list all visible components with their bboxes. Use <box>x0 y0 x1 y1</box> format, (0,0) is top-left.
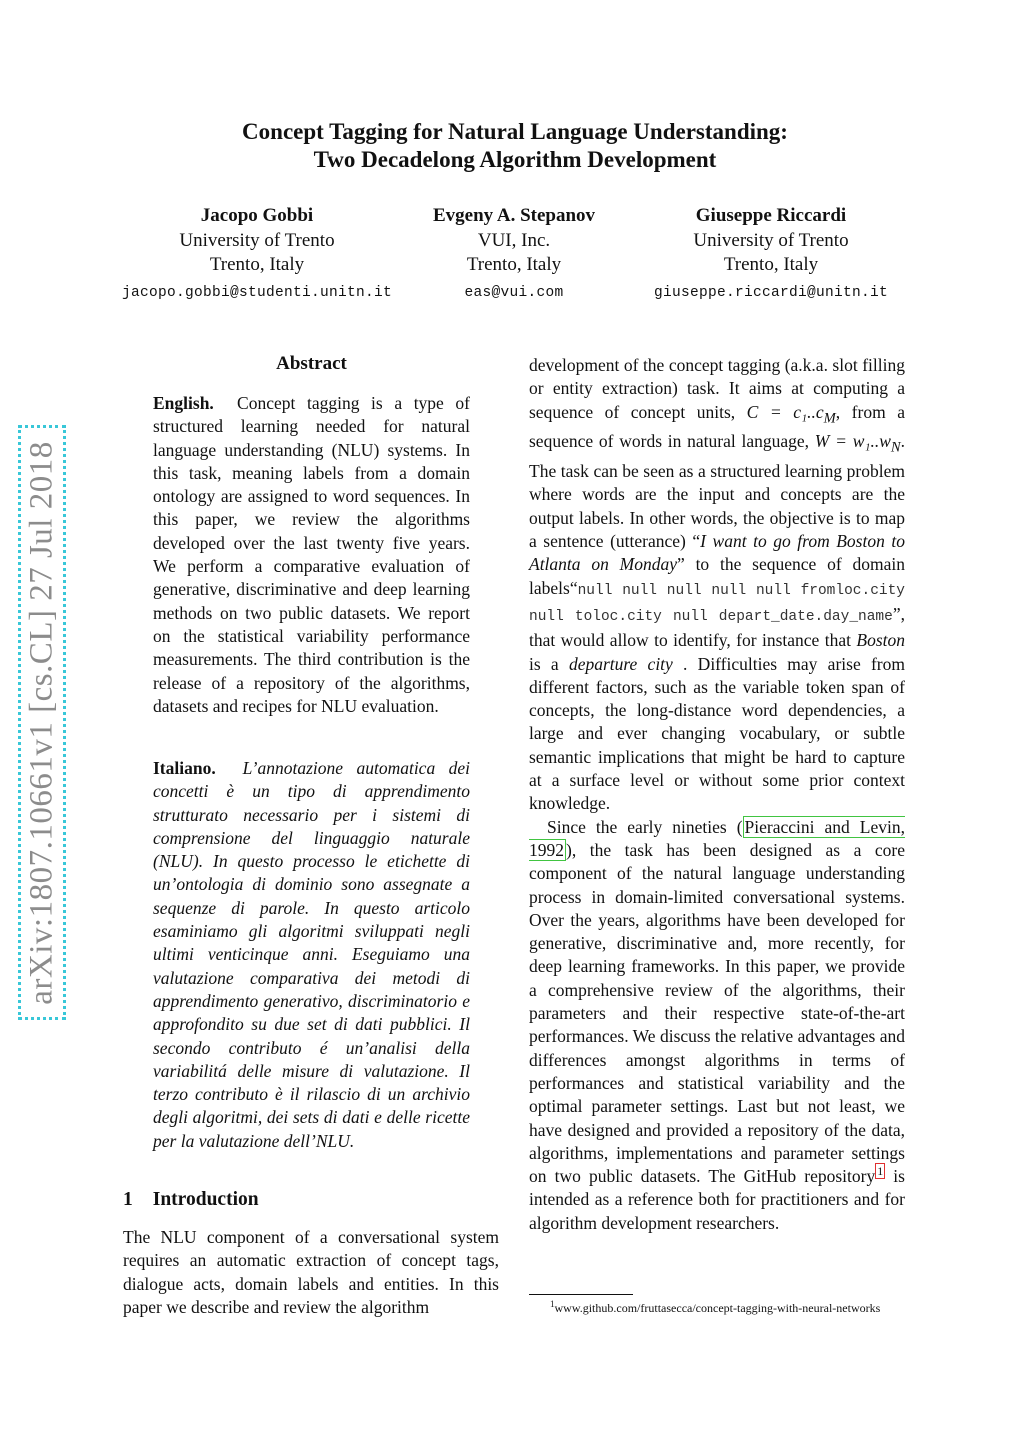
footnote-link[interactable]: 1 <box>877 1164 884 1179</box>
text-run: development of the concept tagging (a.k.a. slot filling or entity extraction) task. It aims at computing a sequence of concept units, <box>529 355 905 422</box>
arxiv-stamp <box>18 425 66 1020</box>
footnote-rule <box>529 1294 633 1295</box>
body-paragraph <box>529 354 905 816</box>
author-email: giuseppe.riccardi@unitn.it <box>653 284 889 301</box>
footnote <box>550 1299 880 1316</box>
abstract-italian-label: Italiano. <box>153 758 216 778</box>
author-affiliation: VUI, Inc. <box>477 229 551 251</box>
author-block <box>621 204 921 305</box>
text-run: ”, that would allow to identify, for instance that <box>529 603 905 651</box>
intro-paragraph: The NLU component of a conversational system requires an automatic extraction of concept tags, dialogue acts, domain labels and entities. In this paper we describe and review the algorithm <box>123 1227 499 1317</box>
author-email: eas@vui.com <box>464 284 564 301</box>
math-concepts <box>746 401 836 427</box>
author-location: Trento, Italy <box>466 254 562 275</box>
emphasis: departure city <box>568 653 673 674</box>
math-sub: M <box>823 410 836 427</box>
author-location: Trento, Italy <box>209 254 305 275</box>
abstract-english-label: English. <box>153 393 214 413</box>
body-paragraph <box>529 816 905 1235</box>
author-name: Giuseppe Riccardi <box>695 205 847 226</box>
text-run: Since the early nineties ( <box>547 816 743 837</box>
example-utterance: I want to go from Boston to Atlanta on Monday <box>529 531 905 575</box>
abstract-italian-text: L’annotazione automatica dei concetti è un tipo di apprendimento strutturato necessario per i sistemi di comprensione del linguaggio naturale (NLU). In questo processo le etichette di un’ontologia di dominio sono assegnate a sequenze di parole. In questo articolo esaminiamo gli algoritmi sviluppati negli ultimi venticinque anni. Eseguiamo una valutazione comparativa dei metodi di apprendimento generativo, discriminatorio e approfondito su due set di dati pubblici. Il secondo contributo é un’analisi della variabilitá delle misure di valutazione. Il terzo contributo è il rilascio di un archivio degli algoritmi, dei sets di dati e delle ricette per la valutazione dell’NLU. <box>153 758 470 1151</box>
text-run: is a <box>529 653 569 674</box>
text-run: ), the task has been designed as a core component of the natural language understanding process in domain-limited conversational systems. Over the years, algorithms have been developed for generative, discriminative and, more recently, for deep learning frameworks. In this paper, we provide a comprehensive review of the algorithms, their parameters and their respective state-of-the-art performances. We discuss the relative advantages and differences amongst algorithms in terms of performances and statistical variability and the optimal parameter settings. Last but not least, we have designed and provided a repository of the data, algorithms, implementations and parameter settings on two public datasets. The GitHub repository <box>529 839 905 1187</box>
author-affiliation: University of Trento <box>179 229 335 251</box>
text-run: . Difficulties may arise from different factors, such as the variable token span of concepts, the long-distance word dependencies, a large and ever changing vocabulary, or subtle semantic implications that might be hard to capture at a surface level or without some prior context knowledge. <box>529 653 905 814</box>
author-name: Jacopo Gobbi <box>200 205 314 226</box>
text-run: is intended as a reference both for practitioners and for algorithm development researchers. <box>529 1166 905 1233</box>
text-run: , from a sequence of words in natural language, <box>529 401 905 452</box>
abstract-italian <box>153 757 470 1153</box>
author-block <box>107 204 407 305</box>
math-run: C = c₁..c <box>746 401 824 422</box>
citation-link[interactable]: Pieraccini and Levin, 1992 <box>529 816 905 860</box>
author-block <box>364 204 664 305</box>
arxiv-id: arXiv:1807.10661v1 [cs.CL] 27 Jul 2018 <box>23 440 60 1005</box>
section-number: 1 <box>123 1189 133 1210</box>
text-run: ” to the sequence of domain labels“ <box>529 554 905 598</box>
author-name: Evgeny A. Stepanov <box>432 205 596 226</box>
right-column <box>529 354 905 1235</box>
emphasis: Boston <box>856 630 905 651</box>
label-sequence: null null null null null fromloc.city null toloc.city null depart_date.day_name <box>529 582 905 625</box>
math-sub: N <box>890 439 901 456</box>
author-location: Trento, Italy <box>723 254 819 275</box>
footnote-mark: 1 <box>550 1299 555 1309</box>
abstract-english-text: Concept tagging is a type of structured learning needed for natural language understanding (NLU) systems. In this task, meaning labels from a domain ontology are assigned to word sequences. In this paper, we review the algorithms developed over the last twenty five years. We perform a comparative evaluation of generative, discriminative and deep learning methods on two public datasets. We report on the statistical variability performance measurements. The third contribution is the release of a repository of the algorithms, datasets and recipes for NLU evaluation. <box>153 393 471 716</box>
text-run: . The task can be seen as a structured learning problem where words are the input and concepts are the output labels. In other words, the objective is to map a sentence (utterance) “ <box>529 431 905 552</box>
footnote-url: www.github.com/fruttasecca/concept-tagging-with-neural-networks <box>554 1301 881 1315</box>
section-heading <box>123 1189 259 1211</box>
title-line-1: Concept Tagging for Natural Language Understanding: <box>242 119 788 144</box>
title-line-2: Two Decadelong Algorithm Development <box>313 147 717 172</box>
math-words <box>814 431 901 456</box>
section-title: Introduction <box>152 1189 259 1210</box>
math-run: W = w₁..w <box>814 431 891 452</box>
paper-title <box>120 118 910 174</box>
author-affiliation: University of Trento <box>693 229 849 251</box>
abstract-heading: Abstract <box>276 353 347 374</box>
author-email: jacopo.gobbi@studenti.unitn.it <box>121 284 393 301</box>
abstract-english <box>153 392 470 718</box>
